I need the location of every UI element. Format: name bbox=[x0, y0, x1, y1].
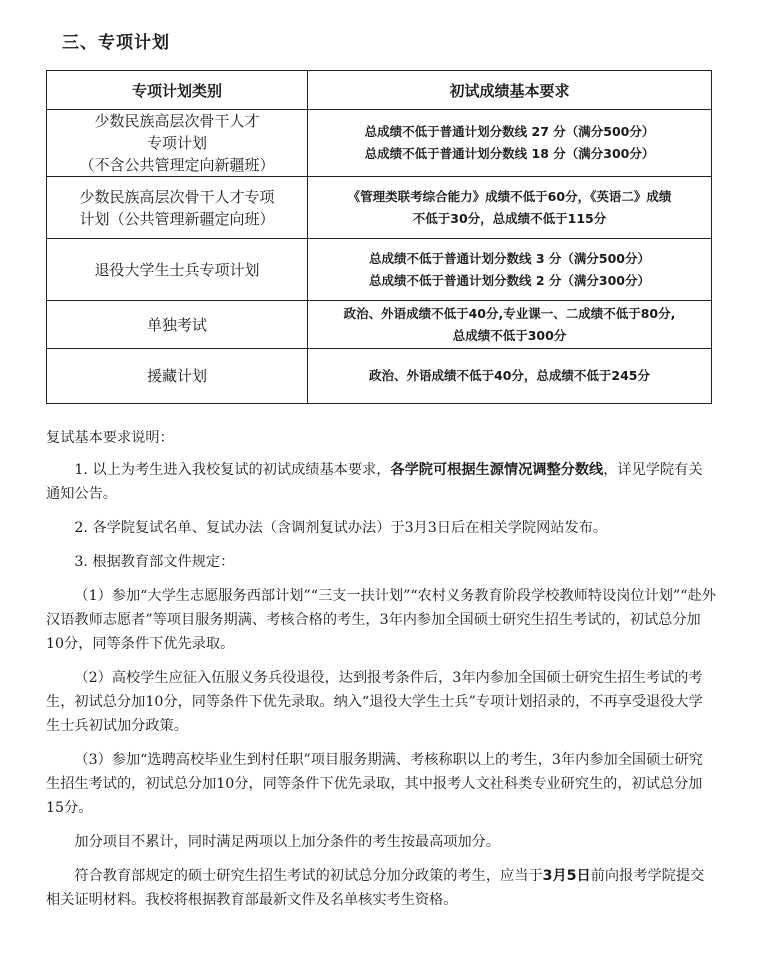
note-8-text: 符合教育部规定的硕士研究生招生考试的初试总分加分政策的考生，应当于 bbox=[74, 868, 543, 884]
category-line: 单独考试 bbox=[146, 315, 207, 334]
requirement-line: 总成绩不低于普通计划分数线 18 分（满分300分） bbox=[364, 146, 655, 161]
category-line: 少数民族高层次骨干人才专项 bbox=[79, 187, 275, 206]
note-1-tail: ，详见学院有关通知公告。 bbox=[46, 462, 703, 502]
requirement-line: 总成绩不低于普通计划分数线 3 分（满分500分） bbox=[369, 250, 650, 266]
requirement-cell bbox=[308, 239, 712, 301]
requirement-cell bbox=[308, 177, 712, 239]
note-8-emphasis: 3月5日 bbox=[542, 868, 591, 884]
requirement-line: 不低于30分，总成绩不低于115分 bbox=[412, 210, 607, 226]
special-plan-table bbox=[46, 70, 712, 404]
note-1-text: 1. 以上为考生进入我校复试的初试成绩基本要求， bbox=[74, 462, 391, 478]
section-title: 三、专项计划 bbox=[62, 33, 170, 53]
table-row bbox=[47, 177, 712, 239]
category-cell bbox=[47, 239, 308, 301]
category-line: 援藏计划 bbox=[146, 367, 207, 385]
header-requirement: 初试成绩基本要求 bbox=[308, 71, 712, 110]
requirement-line: 政治、外语成绩不低于40分,专业课一、二成绩不低于80分, bbox=[343, 305, 676, 321]
table-row bbox=[47, 301, 712, 349]
category-cell bbox=[47, 301, 308, 349]
note-paragraph-1 bbox=[46, 458, 716, 506]
note-1-emphasis: 各学院可根据生源情况调整分数线 bbox=[390, 462, 604, 478]
note-paragraph-6: （3）参加“选聘高校毕业生到村任职”项目服务期满、考核称职以上的考生，3年内参加全国硕士研究生招生考试的，初试总分加10分，同等条件下优先录取，其中报考人文社科类专业研究生的，初试总分加15分。 bbox=[46, 752, 703, 816]
category-cell bbox=[47, 177, 308, 239]
table-row bbox=[47, 110, 712, 177]
category-cell bbox=[47, 110, 308, 177]
requirement-cell bbox=[308, 301, 712, 349]
notes-title: 复试基本要求说明： bbox=[46, 430, 174, 446]
category-cell bbox=[47, 349, 308, 404]
retest-notes bbox=[46, 426, 716, 922]
note-paragraph-2: 2. 各学院复试名单、复试办法（含调剂复试办法）于3月3日后在相关学院网站发布。 bbox=[74, 520, 608, 536]
requirement-cell bbox=[308, 349, 712, 404]
note-8-tail: 前向报考学院提交相关证明材料。我校将根据教育部最新文件及名单核实考生资格。 bbox=[46, 868, 705, 908]
note-paragraph-4: （1）参加“大学生志愿服务西部计划”“三支一扶计划”“农村义务教育阶段学校教师特设岗位计划”“赴外汉语教师志愿者”等项目服务期满、考核合格的考生，3年内参加全国硕士研究生招生考试的，初试总分加10分，同等条件下优先录取。 bbox=[46, 588, 716, 652]
note-paragraph-8 bbox=[46, 864, 716, 912]
requirement-cell bbox=[308, 110, 712, 177]
requirement-line: 《管理类联考综合能力》成绩不低于60分，《英语二》成绩 bbox=[347, 188, 672, 204]
table-row bbox=[47, 239, 712, 301]
category-line: 退役大学生士兵专项计划 bbox=[94, 260, 260, 279]
requirement-line: 总成绩不低于普通计划分数线 27 分（满分500分） bbox=[364, 124, 655, 139]
category-line: 专项计划 bbox=[146, 134, 207, 152]
category-line: （不含公共管理定向新疆班） bbox=[79, 156, 275, 174]
table-header-row bbox=[47, 71, 712, 110]
table-row bbox=[47, 349, 712, 404]
category-line: 计划（公共管理新疆定向班） bbox=[79, 209, 275, 228]
header-category: 专项计划类别 bbox=[47, 71, 308, 110]
requirement-line: 总成绩不低于普通计划分数线 2 分（满分300分） bbox=[369, 272, 650, 288]
requirement-line: 总成绩不低于300分 bbox=[452, 327, 567, 343]
category-line: 少数民族高层次骨干人才 bbox=[94, 112, 260, 130]
requirement-line: 政治、外语成绩不低于40分，总成绩不低于245分 bbox=[369, 368, 650, 383]
note-paragraph-7: 加分项目不累计，同时满足两项以上加分条件的考生按最高项加分。 bbox=[74, 834, 501, 850]
note-paragraph-3: 3. 根据教育部文件规定： bbox=[74, 554, 235, 570]
note-paragraph-5: （2）高校学生应征入伍服义务兵役退役，达到报考条件后，3年内参加全国硕士研究生招生考试的考生，初试总分加10分，同等条件下优先录取。纳入“退役大学生士兵”专项计划招录的，不再享受退役大学生士兵初试加分政策。 bbox=[46, 670, 703, 734]
